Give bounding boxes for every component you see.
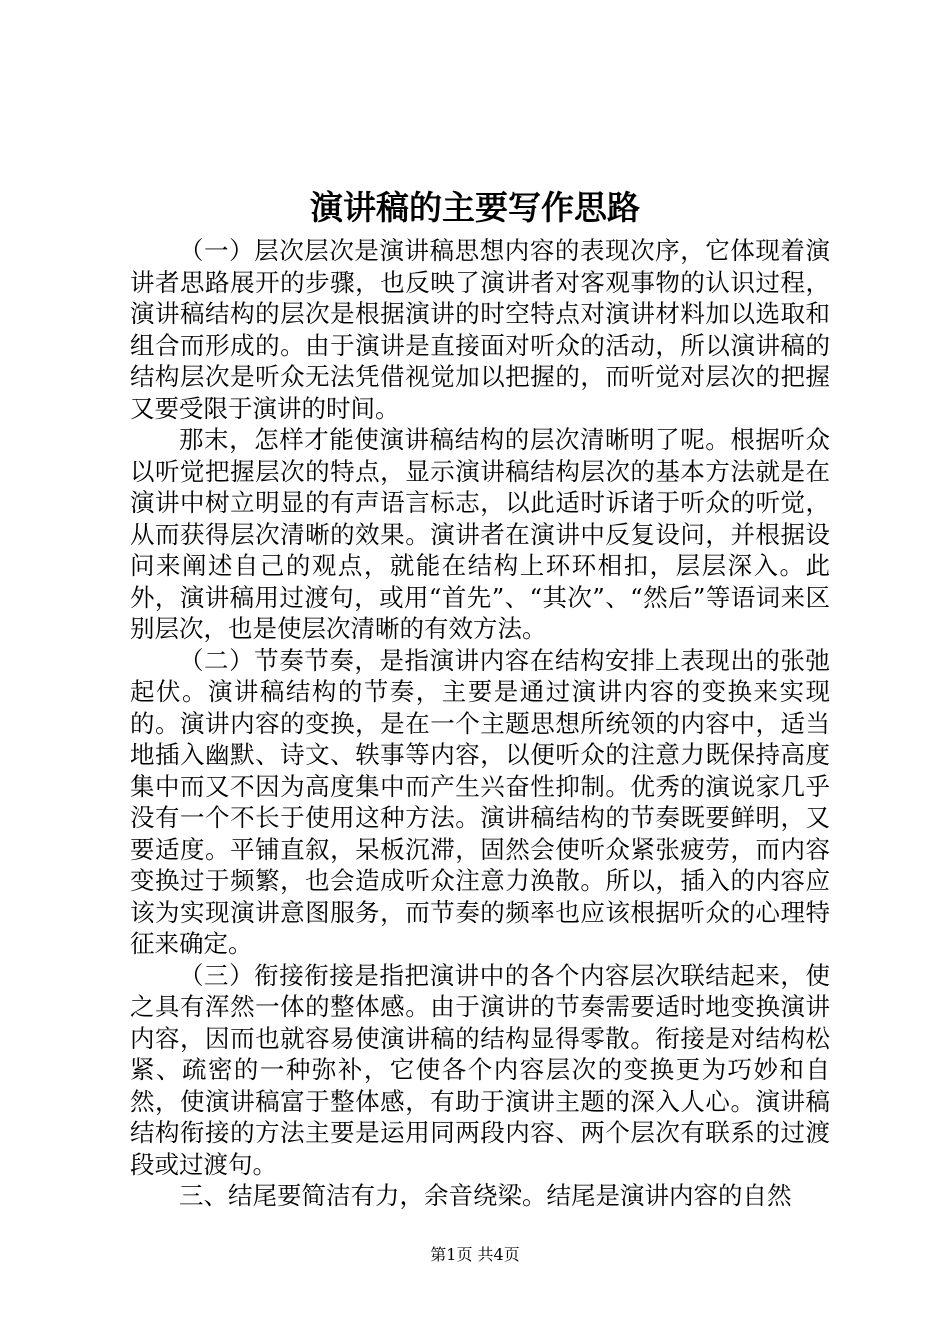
page-number-footer: 第1页 共4页	[430, 1245, 520, 1264]
paragraph-layers: （一）层次层次是演讲稿思想内容的表现次序，它体现着演讲者思路展开的步骤，也反映了演讲者对客观事物的认识过程，演讲稿结构的层次是根据演讲的时空特点对演讲材料加以选取和组合而形成的。由于演讲是直接面对听众的活动，所以演讲稿的结构层次是听众无法凭借视觉加以把握的，而听觉对层次的把握又要受限于演讲的时间。	[130, 236, 830, 423]
paragraph-ending: 三、结尾要简洁有力，余音绕梁。结尾是演讲内容的自然	[179, 1181, 792, 1210]
paragraph-transition: （三）衔接衔接是指把演讲中的各个内容层次联结起来，使之具有浑然一体的整体感。由于演讲的节奏需要适时地变换演讲内容，因而也就容易使演讲稿的结构显得零散。衔接是对结构松紧、疏密的一种弥补，它使各个内容层次的变换更为巧妙和自然，使演讲稿富于整体感，有助于演讲主题的深入人心。演讲稿结构衔接的方法主要是运用同两段内容、两个层次有联系的过渡段或过渡句。	[130, 960, 830, 1179]
page-title: 演讲稿的主要写作思路	[310, 188, 640, 227]
document-body	[130, 235, 830, 1212]
paragraph-rhythm: （二）节奏节奏，是指演讲内容在结构安排上表现出的张弛起伏。演讲稿结构的节奏，主要是通过演讲内容的变换来实现的。演讲内容的变换，是在一个主题思想所统领的内容中，适当地插入幽默、诗文、轶事等内容，以便听众的注意力既保持高度集中而又不因为高度集中而产生兴奋性抑制。优秀的演说家几乎没有一个不长于使用这种方法。演讲稿结构的节奏既要鲜明，又要适度。平铺直叙，呆板沉滞，固然会使听众紧张疲劳，而内容变换过于频繁，也会造成听众注意力涣散。所以，插入的内容应该为实现演讲意图服务，而节奏的频率也应该根据听众的心理特征来确定。	[130, 645, 830, 958]
paragraph-layer-methods: 那末，怎样才能使演讲稿结构的层次清晰明了呢。根据听众以听觉把握层次的特点，显示演讲稿结构层次的基本方法就是在演讲中树立明显的有声语言标志，以此适时诉诸于听众的听觉，从而获得层次清晰的效果。演讲者在演讲中反复设问，并根据设问来阐述自己的观点，就能在结构上环环相扣，层层深入。此外，演讲稿用过渡句，或用“首先”、“其次”、“然后”等语词来区别层次，也是使层次清晰的有效方法。	[130, 425, 830, 643]
